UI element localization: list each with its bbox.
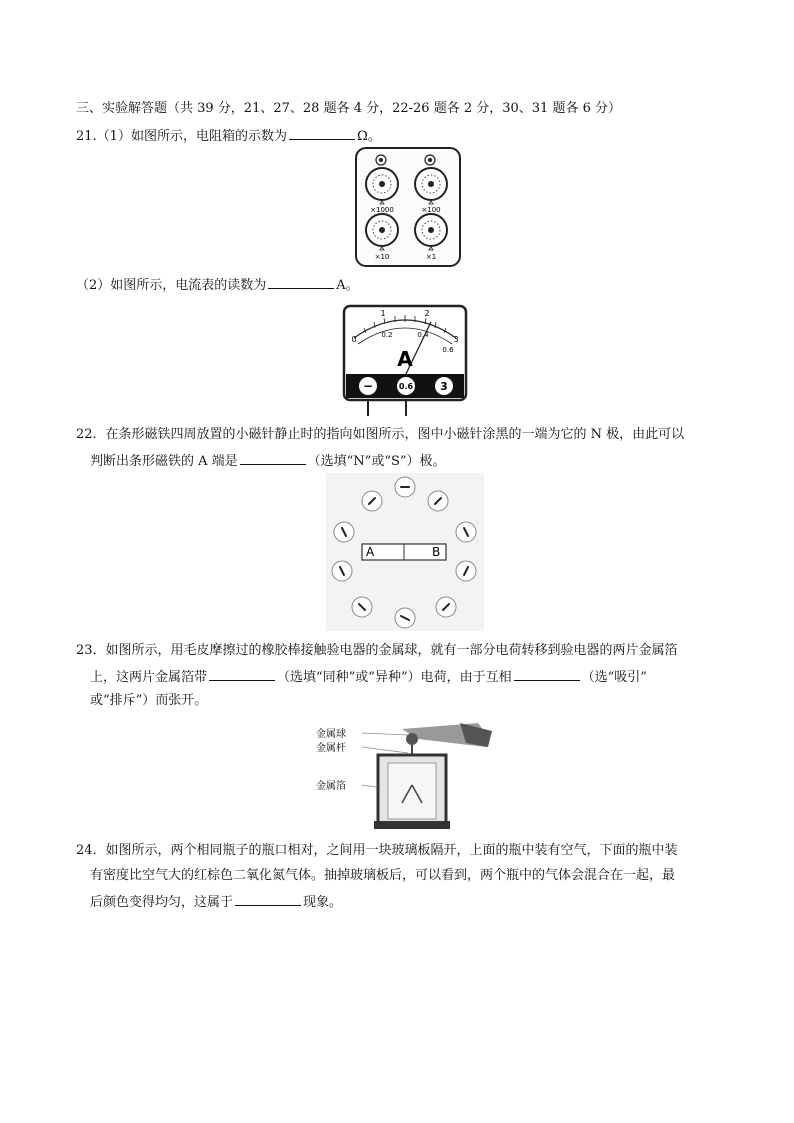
scale-bottom-0: 0.2 [381,331,393,339]
q22-line1: 22．在条形磁铁四周放置的小磁针静止时的指向如图所示，图中小磁针涂黑的一端为它的 N 极，由此可以 [76,427,685,442]
terminal-0-6: 0.6 [398,382,414,391]
q21-part1-unit: Ω。 [356,129,381,144]
terminal-3: 3 [440,380,448,393]
magnet-end-b: B [432,545,441,559]
scale-bottom-2: 0.6 [442,346,454,354]
magnet-end-a: A [366,545,375,559]
terminal-negative: − [362,379,374,393]
q21-answer-blank-1[interactable] [289,126,355,140]
ammeter-unit: A [397,347,413,371]
label-metal-foil: 金属箔 [316,781,346,792]
q23-line2 [90,667,647,687]
q23-answer-blank-2[interactable] [514,667,580,681]
electroscope-figure [310,717,498,831]
dial-label-1: ×1 [425,253,437,261]
q22-line2-text: 判断出条形磁铁的 A 端是 [90,454,238,469]
q21-part2-unit: A。 [336,278,359,293]
q23-line2-c: （选“吸引” [581,670,647,685]
q23-answer-blank-1[interactable] [209,667,275,681]
scale-bottom-1: 0.4 [417,331,429,339]
q24-line3-tail: 现象。 [303,895,343,910]
q22-line2-tail: （选填“N”或“S”）极。 [307,454,446,469]
q21-answer-blank-2[interactable] [268,275,334,289]
q24-line1: 24．如图所示，两个相同瓶子的瓶口相对，之间用一块玻璃板隔开，上面的瓶中装有空气，下面的瓶中装 [76,843,678,858]
dial-label-100: ×100 [421,206,441,214]
q22-answer-blank[interactable] [240,451,306,465]
q23-line1: 23．如图所示，用毛皮摩擦过的橡胶棒接触验电器的金属球，就有一部分电荷转移到验电器的两片金属箔 [76,643,678,658]
q23-line2-a: 上，这两片金属箔带 [90,670,208,685]
scale-top-1: 1 [380,309,386,318]
scale-top-2: 2 [424,309,430,318]
scale-top-0: 0 [351,335,357,344]
q21-part1-text: 21.（1）如图所示，电阻箱的示数为 [76,129,287,144]
resistance-box-figure [354,146,462,268]
section-header: 三、实验解答题（共 39 分，21、27、28 题各 4 分，22-26 题各 2 分，30、31 题各 6 分） [76,101,621,116]
q21-part1 [76,126,381,146]
label-metal-rod: 金属杆 [316,743,346,754]
q24-answer-blank[interactable] [235,892,301,906]
q22-line2 [90,451,446,471]
q24-line3-text: 后颜色变得均匀，这属于 [90,895,234,910]
bar-magnet-figure [326,473,484,631]
scale-top-3: 3 [453,335,459,344]
q21-part2-text: （2）如图所示，电流表的读数为 [76,278,267,293]
q24-line2: 有密度比空气大的红棕色二氧化氮气体。抽掉玻璃板后，可以看到，两个瓶中的气体会混合在一起，最 [90,868,676,883]
dial-label-1000: ×1000 [370,206,394,214]
dial-1000 [366,168,398,214]
dial-label-10: ×10 [374,253,390,261]
ammeter-figure [340,302,470,418]
q24-line3 [90,892,342,912]
q23-line3: 或“排斥”）而张开。 [90,693,208,708]
q21-part2 [76,275,359,295]
q23-line2-b: （选填“同种”或“异种”）电荷，由于互相 [277,670,512,685]
label-metal-ball: 金属球 [316,729,346,740]
